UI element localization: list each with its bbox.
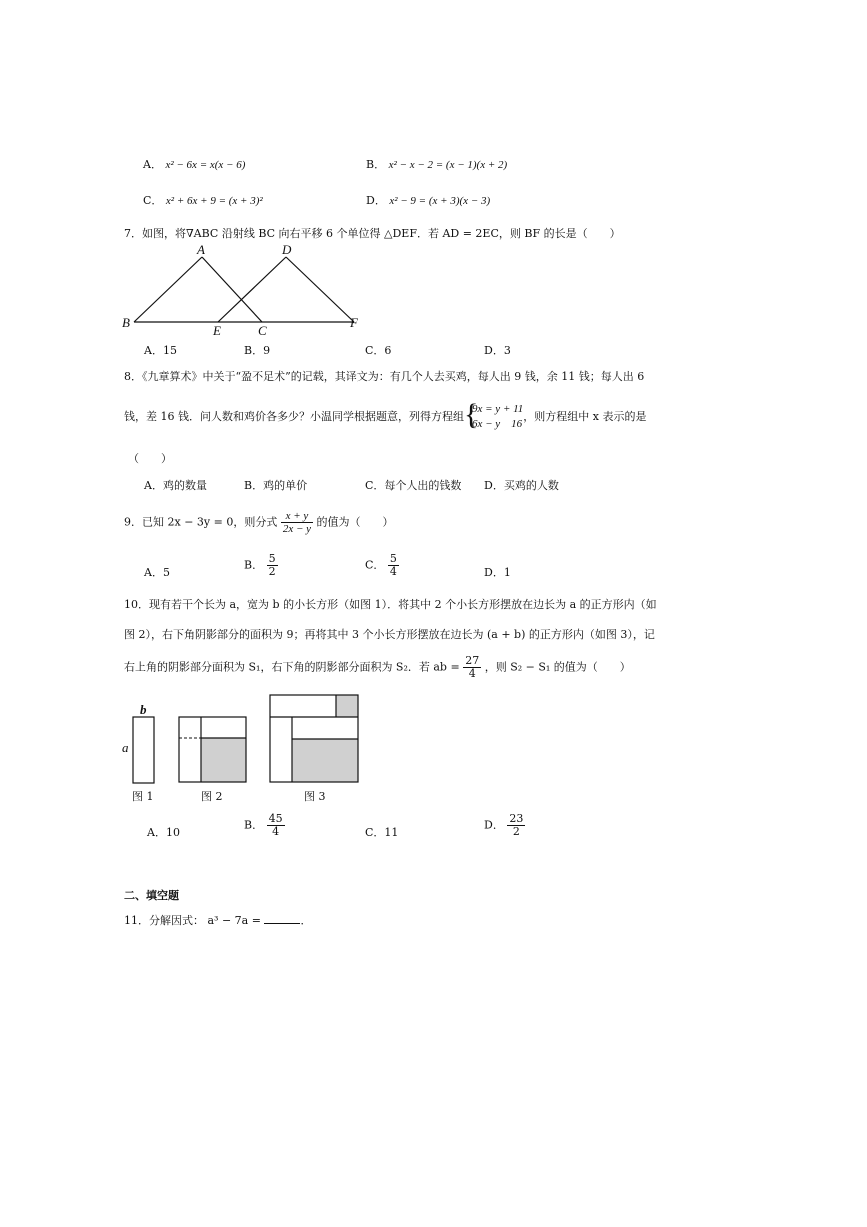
q7-option-a: A．15: [144, 344, 177, 357]
fraction-numerator: 23: [509, 812, 524, 825]
fraction-numerator: 5: [268, 552, 276, 565]
q10-line2: 图 2），右下角阴影部分的面积为 9；再将其中 3 个小长方形摆放在边长为 (a + b) 的正方形内（如图 3），记: [124, 628, 655, 641]
option-label: D．: [484, 566, 504, 579]
option-fraction: [507, 813, 525, 838]
option-label: C．: [143, 194, 163, 207]
option-expression: x² − x − 2 = (x − 1)(x + 2): [388, 159, 508, 171]
q6-option-a: [143, 156, 245, 172]
shaded-region-bottom-right: [292, 739, 358, 782]
option-label: B．: [366, 158, 386, 171]
q7-option-d: D．3: [484, 344, 511, 357]
q10-figure-3: [266, 690, 364, 805]
q8-option-a: A．鸡的数量: [144, 479, 207, 492]
option-label: C．: [365, 558, 385, 572]
q8-equation-system: [464, 398, 524, 432]
q10-line3: [124, 655, 631, 680]
q8-eq1: 9x = y + 11: [472, 403, 524, 415]
option-label: D．: [484, 818, 504, 832]
q10-text-post: ，则 S₂ − S₁ 的值为（ ）: [484, 660, 631, 674]
line-ed: [218, 257, 286, 322]
q10-text-pre: 右上角的阴影部分面积为 S₁，右下角的阴影部分面积为 S₂．若 ab =: [124, 660, 460, 674]
option-label: A．: [143, 158, 162, 171]
q9-option-c: [365, 553, 399, 578]
q7-triangle-figure: [118, 240, 368, 340]
fraction-denominator: 2: [512, 825, 520, 838]
q10-figure-1: [118, 700, 168, 805]
q10-option-d: [484, 813, 525, 838]
option-expression: x² + 6x + 9 = (x + 3)²: [165, 195, 263, 207]
caption-figure-1: 图 1: [132, 790, 154, 803]
fraction-numerator: x + y: [281, 510, 313, 523]
q7-stem: 7．如图，将∇ABC 沿射线 BC 向右平移 6 个单位得 △DEF．若 AD = 2EC，则 BF 的长是（ ）: [124, 227, 621, 240]
q6-option-d: [366, 192, 490, 208]
option-expression: x² − 6x = x(x − 6): [165, 159, 246, 171]
q7-option-b: B．9: [244, 344, 271, 357]
fraction-numerator: 45: [268, 812, 283, 825]
label-c: C: [258, 323, 267, 338]
q8-option-b: B．鸡的单价: [244, 479, 308, 492]
small-rectangle: [133, 717, 154, 783]
caption-figure-2: 图 2: [201, 790, 223, 803]
fraction-denominator: 4: [389, 565, 397, 578]
option-value: 11: [384, 826, 399, 839]
q8-stem-line1: 8．《九章算术》中关于“盈不足术”的记载，其译文为：有几个人去买鸡，每人出 9 钱，余 11 钱；每人出 6: [124, 370, 645, 383]
q11-answer-blank[interactable]: [264, 913, 300, 924]
q10-ab-fraction: [463, 655, 481, 680]
option-fraction: [267, 813, 285, 838]
label-b: b: [140, 702, 147, 717]
q8-option-c: C．每个人出的钱数: [365, 479, 462, 492]
q8-text-pre: 钱，差 16 钱．问人数和鸡价各多少？小温同学根据题意，列得方程组: [124, 410, 464, 423]
q8-option-d: D．买鸡的人数: [484, 479, 559, 492]
shaded-region-top-right: [336, 695, 358, 717]
q6-option-c: [143, 192, 263, 208]
label-a: a: [122, 740, 129, 755]
shaded-region: [201, 738, 246, 782]
q10-figure-2: [175, 712, 253, 805]
option-label: B．: [244, 818, 264, 832]
q10-option-c: [365, 824, 398, 840]
q11-period: ．: [300, 914, 312, 927]
fraction-denominator: 4: [468, 667, 476, 680]
q8-eq2: 6x − y 16: [472, 418, 523, 430]
option-value: 5: [162, 566, 170, 579]
label-b: B: [122, 315, 130, 330]
section-heading: 二、填空题: [124, 889, 179, 902]
q9-option-b: [244, 553, 278, 578]
line-ac: [202, 257, 262, 322]
q8-stem-line3: （ ）: [128, 452, 172, 465]
q7-option-c: C．6: [365, 344, 392, 357]
q6-option-b: [366, 156, 507, 172]
q9-option-a: [144, 564, 170, 580]
option-fraction: [388, 553, 399, 578]
fraction-denominator: 2: [268, 565, 276, 578]
fraction-numerator: 5: [389, 552, 397, 565]
option-label: B．: [244, 558, 264, 572]
fraction-denominator: 2x − y: [282, 523, 312, 535]
option-fraction: [267, 553, 278, 578]
q9-text-pre: 9．已知 2x − 3y = 0，则分式: [124, 515, 278, 529]
brace-icon: {: [464, 398, 479, 431]
fraction-numerator: 27: [465, 654, 480, 667]
q9-option-d: [484, 564, 511, 580]
q10-option-b: [244, 813, 285, 838]
option-value: 10: [165, 826, 180, 839]
q10-option-a: [147, 824, 180, 840]
label-a: A: [197, 242, 205, 257]
q11-text: 11．分解因式： a³ − 7a =: [124, 914, 261, 927]
option-label: A．: [147, 826, 166, 839]
option-value: 1: [503, 566, 511, 579]
fraction-denominator: 4: [272, 825, 280, 838]
label-d: D: [282, 242, 292, 257]
q9-stem: [124, 510, 394, 535]
q10-line1: 10．现有若干个长为 a，宽为 b 的小长方形（如图 1）．将其中 2 个小长方形摆放在边长为 a 的正方形内（如: [124, 598, 657, 611]
option-label: A．: [144, 566, 163, 579]
option-expression: x² − 9 = (x + 3)(x − 3): [389, 195, 491, 207]
option-label: C．: [365, 826, 385, 839]
q9-fraction: [281, 510, 313, 535]
label-e: E: [213, 323, 221, 338]
option-label: D．: [366, 194, 386, 207]
q11-stem: [124, 912, 311, 928]
line-df: [286, 257, 354, 322]
q8-text-post: ，则方程组中 x 表示的是: [523, 410, 647, 423]
caption-figure-3: 图 3: [304, 790, 326, 803]
q8-stem-line2: [124, 398, 647, 432]
line-ba: [134, 257, 202, 322]
label-f: F: [350, 315, 358, 330]
q9-text-post: 的值为（ ）: [316, 515, 394, 529]
